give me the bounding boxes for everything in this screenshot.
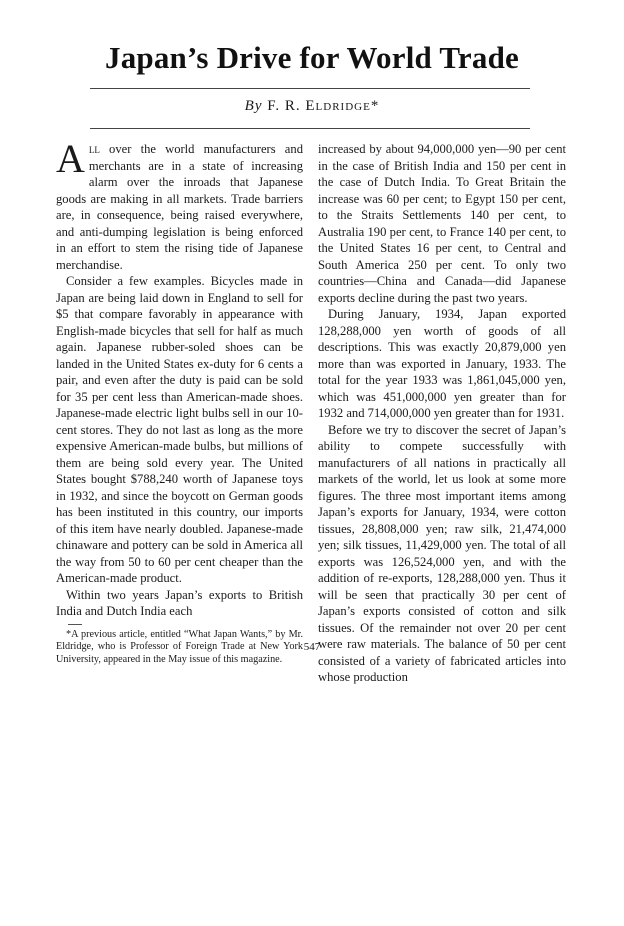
paragraph: Consider a few examples. Bicycles made in Japan are being laid down in England to sell for $5 that compare favorably in appearance with English-made bicycles that sell for half as much again. Japanese rubber-soled shoes can be landed in the United States ex-duty for 6 cents a pair, and even after the duty is paid can be sold for 35 per cent less than American-made shoes. Japanese-made electric light bulbs sell in our 10-cent stores. They do not last as long as the more expensive American-made bulbs, but millions of them are being sold every year. The United States bought $788,240 worth of Japanese toys in 1932, and since the boycott on German goods has been instituted in this country, our imports of this item have nearly doubled. Japanese-made chinaware and pottery can be sold in America all the way from 50 to 60 per cent cheaper than the American-made product. [56, 274, 303, 585]
footnote: *A previous article, entitled “What Japan Wants,” by Mr. Eldridge, who is Professor of Foreign Trade at New York University, appeared in the May issue of this magazine. [56, 628, 303, 665]
author-initials: F. R. [267, 98, 301, 114]
paragraph-text: over the world manufacturers and merchants are in a state of increasing alarm over the inroads that Japanese goods are making in all markets. Trade barriers are, in consequence, being raised everywhere, and anti-dumping legislation is being enforced in an effort to stem the rising tide of Japanese merchandise. [56, 142, 303, 272]
paragraph: During January, 1934, Japan exported 128,288,000 yen worth of goods of all descriptions. This was exactly 20,879,000 yen more than was exported in January, 1933. The total for the year 1933 was 1,861,045,000 yen, which was 451,000,000 yen greater than for 1932 and 714,000,000 yen greater than for 1931. [318, 307, 566, 420]
article-title: Japan’s Drive for World Trade [105, 40, 519, 75]
drop-cap: A [56, 136, 85, 181]
right-column [318, 141, 566, 686]
paragraph: increased by about 94,000,000 yen—90 per cent in the case of British India and 150 per cent in the case of Dutch India. To Great Britain the increase was 60 per cent; to Egypt 150 per cent, to the Straits Settlements 140 per cent, to Australia 190 per cent, to France 140 per cent, to the United States 16 per cent, to Central and South America 250 per cent. To only two countries—China and Canada—did Japanese exports decline during the past two years. [318, 142, 566, 305]
page-number: 547 [303, 641, 321, 653]
paragraph [56, 136, 303, 273]
lead-in: ll [88, 142, 100, 156]
author-surname: Eldridge* [305, 98, 380, 114]
left-column [56, 136, 303, 666]
footnote-divider [68, 624, 82, 625]
paragraph: Before we try to discover the secret of Japan’s ability to compete successfully with manufacturers of all nations in practically all markets of the world, let us look at some more figures. The three most important items among Japan’s exports for January, 1934, were cotton tissues, 28,808,000 yen; raw silk, 21,474,000 yen; silk tissues, 11,429,000 yen. The total of all exports was 126,524,000 yen, and with the addition of re-exports, 128,288,000 yen. Thus it will be seen that practically 30 per cent of Japan’s exports consisted of cotton and silk tissues. Of the remainder not over 20 per cent were raw materials. The balance of 50 per cent consisted of a variety of fabricated articles into whose production [318, 422, 566, 684]
byline-prefix: By [244, 98, 263, 114]
byline-rule [90, 128, 530, 129]
title-rule [90, 88, 530, 89]
byline [0, 98, 624, 115]
paragraph: Within two years Japan’s exports to British India and Dutch India each [56, 587, 303, 618]
